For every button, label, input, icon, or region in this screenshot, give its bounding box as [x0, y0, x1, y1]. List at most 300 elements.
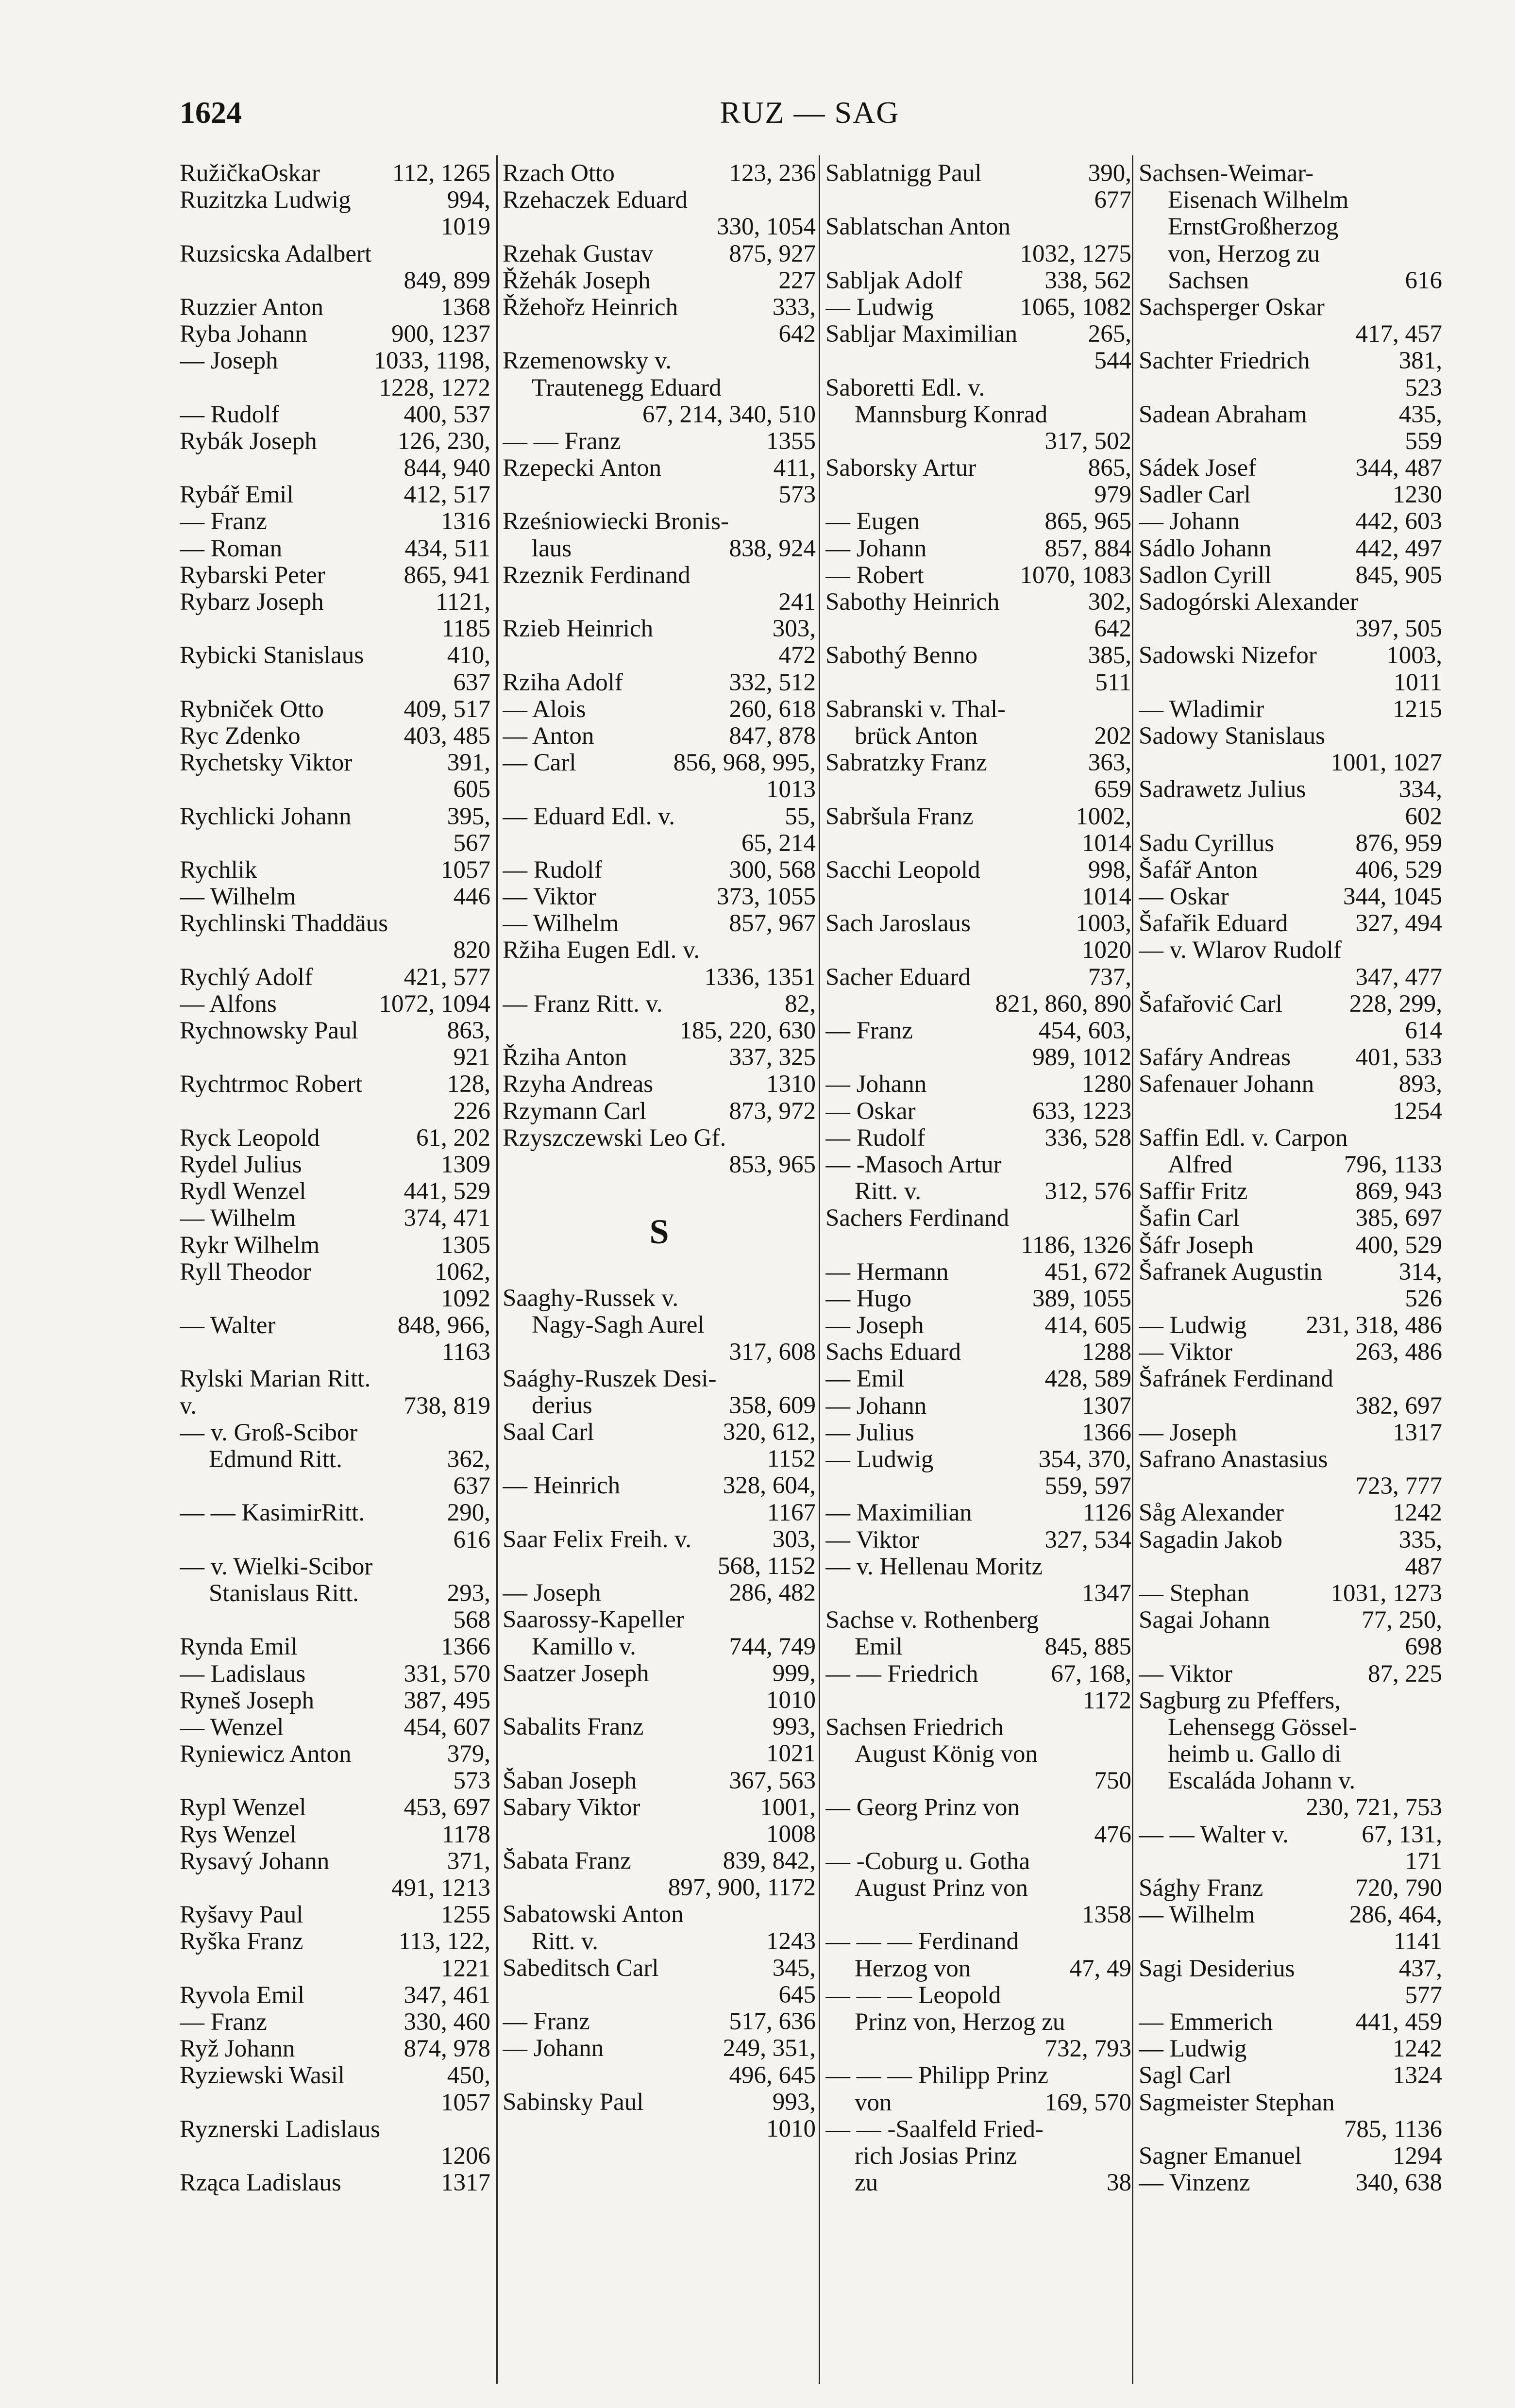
- entry-page-refs: [486, 1554, 490, 1580]
- index-entry: [503, 1874, 816, 1901]
- entry-page-refs: 1230: [1393, 481, 1442, 509]
- entry-page-refs: [1127, 1741, 1131, 1768]
- index-entry: [825, 1152, 1131, 1178]
- entry-page-refs: 1057: [441, 2089, 490, 2116]
- entry-page-refs: 1316: [441, 508, 490, 535]
- index-entry: [180, 1018, 490, 1044]
- index-entry: [1139, 1580, 1442, 1607]
- entry-page-refs: 1366: [441, 1633, 490, 1661]
- entry-page-refs: [1437, 1125, 1442, 1152]
- entry-name: Sabljar Maximilian: [825, 321, 1018, 348]
- entry-name: Rychetsky Viktor: [180, 750, 353, 777]
- index-entry: [1139, 1286, 1442, 1312]
- index-entry: [1139, 1956, 1442, 1982]
- entry-page-refs: 1020: [1082, 936, 1131, 964]
- index-entry: [503, 1794, 816, 1821]
- index-entry: [1139, 482, 1442, 508]
- entry-page-refs: 1305: [441, 1231, 490, 1259]
- entry-name: Rzepecki Anton: [503, 455, 662, 482]
- entry-name: Sagmeister Stephan: [1139, 2089, 1335, 2116]
- entry-name: Saar Felix Freih. v.: [503, 1526, 692, 1553]
- index-entry: [503, 2116, 816, 2142]
- index-entry: [180, 1366, 490, 1392]
- entry-page-refs: 303,: [772, 1525, 816, 1553]
- entry-name: Ritt. v.: [855, 1178, 921, 1205]
- index-entry: [1139, 1205, 1442, 1232]
- index-entry: [1139, 1232, 1442, 1259]
- entry-page-refs: 511: [1095, 669, 1131, 696]
- index-entry: [1139, 1982, 1442, 2009]
- entry-name: Sagadin Jakob: [1139, 1526, 1283, 1554]
- entry-name: — — Franz: [503, 428, 621, 455]
- index-entry: [503, 937, 816, 964]
- entry-page-refs: 1013: [766, 776, 816, 803]
- index-entry: [825, 1500, 1131, 1526]
- entry-page-refs: 869, 943: [1355, 1178, 1442, 1205]
- entry-page-refs: 845, 885: [1044, 1633, 1131, 1661]
- index-entry: [825, 2116, 1131, 2143]
- index-entry: [180, 964, 490, 991]
- index-entry: [825, 1312, 1131, 1339]
- entry-page-refs: 1221: [441, 1955, 490, 1982]
- entry-page-refs: 327, 534: [1044, 1526, 1131, 1554]
- entry-name: Sabinsky Paul: [503, 2089, 644, 2116]
- entry-name: August Prinz von: [855, 1875, 1028, 1902]
- entry-name: — Franz: [503, 2008, 590, 2036]
- entry-page-refs: 1317: [1393, 1419, 1442, 1446]
- index-entry: [1139, 455, 1442, 482]
- entry-page-refs: 605: [453, 776, 490, 803]
- entry-page-refs: [486, 1366, 490, 1392]
- entry-page-refs: [811, 187, 816, 214]
- index-entry: [1139, 589, 1442, 616]
- entry-name: Rydl Wenzel: [180, 1178, 306, 1205]
- index-entry: [1139, 1554, 1442, 1580]
- entry-name: Šabata Franz: [503, 1848, 631, 1875]
- entry-page-refs: 602: [1405, 803, 1442, 830]
- entry-page-refs: 723, 777: [1355, 1472, 1442, 1500]
- entry-page-refs: 169, 570: [1044, 2089, 1131, 2116]
- index-entry: [503, 1982, 816, 2008]
- index-entry: [825, 1902, 1131, 1928]
- entry-page-refs: 897, 900, 1172: [668, 1874, 816, 1902]
- entry-page-refs: [811, 937, 816, 964]
- entry-page-refs: 559: [1405, 427, 1442, 455]
- index-entry: [825, 1848, 1131, 1875]
- entry-page-refs: 400, 529: [1355, 1231, 1442, 1259]
- entry-name: Mannsburg Konrad: [855, 401, 1048, 428]
- entry-page-refs: 338, 562: [1044, 267, 1131, 294]
- entry-name: Sabratzky Franz: [825, 750, 987, 777]
- entry-page-refs: 363,: [1088, 749, 1131, 777]
- entry-page-refs: 82,: [785, 990, 816, 1018]
- entry-page-refs: 1228, 1272: [379, 374, 490, 401]
- index-entry: [1139, 1366, 1442, 1392]
- entry-page-refs: 385,: [1088, 642, 1131, 669]
- index-entry: [503, 1018, 816, 1044]
- entry-page-refs: 544: [1094, 347, 1131, 375]
- entry-name: Sághy Franz: [1139, 1875, 1263, 1902]
- entry-name: Rybák Joseph: [180, 428, 317, 455]
- entry-name: Rzieb Heinrich: [503, 616, 654, 643]
- entry-name: Řžehák Joseph: [503, 267, 651, 294]
- entry-name: — Johann: [825, 535, 927, 562]
- entry-page-refs: 241: [778, 588, 816, 616]
- entry-name: Prinz von, Herzog zu: [855, 2008, 1065, 2036]
- column-3: [825, 160, 1131, 2374]
- index-entry: [180, 991, 490, 1018]
- entry-page-refs: [1127, 1982, 1131, 2009]
- index-entry: [1139, 991, 1442, 1018]
- entry-name: Rypl Wenzel: [180, 1794, 306, 1822]
- entry-name: heimb u. Gallo di: [1168, 1741, 1341, 1768]
- entry-page-refs: [811, 1366, 816, 1392]
- entry-page-refs: 374, 471: [404, 1204, 490, 1232]
- entry-page-refs: 403, 485: [404, 722, 490, 750]
- index-entry: [503, 2062, 816, 2089]
- index-entry: [825, 2009, 1131, 2036]
- entry-name: derius: [532, 1392, 592, 1419]
- index-entry: [180, 1768, 490, 1794]
- index-entry: [180, 1741, 490, 1768]
- entry-name: Sachse v. Rothenberg: [825, 1607, 1039, 1634]
- entry-name: brück Anton: [855, 722, 978, 750]
- entry-page-refs: 442, 603: [1355, 508, 1442, 535]
- index-entry: [503, 1928, 816, 1955]
- entry-name: Sadogórski Alexander: [1139, 589, 1358, 616]
- entry-page-refs: 1324: [1393, 2062, 1442, 2090]
- entry-page-refs: 1010: [766, 2115, 816, 2142]
- entry-name: — Oskar: [1139, 884, 1229, 911]
- entry-page-refs: 1003,: [1386, 642, 1442, 669]
- entry-name: Ryniewicz Anton: [180, 1741, 352, 1768]
- index-entry: [1139, 1848, 1442, 1875]
- entry-page-refs: 677: [1094, 186, 1131, 214]
- entry-page-refs: [1127, 2062, 1131, 2089]
- entry-page-refs: 67, 168,: [1051, 1660, 1131, 1688]
- index-entry: [503, 428, 816, 455]
- index-entry: [503, 1848, 816, 1874]
- index-entry: [503, 1419, 816, 1446]
- index-entry: [825, 1822, 1131, 1848]
- index-entry: [180, 776, 490, 803]
- entry-page-refs: 979: [1094, 481, 1131, 509]
- entry-name: Sabranski v. Thal-: [825, 696, 1006, 723]
- entry-name: — Stephan: [1139, 1580, 1250, 1607]
- entry-name: Ryšavy Paul: [180, 1902, 303, 1929]
- index-entry: [180, 268, 490, 294]
- index-entry: [1139, 1259, 1442, 1286]
- entry-name: — Hugo: [825, 1285, 912, 1312]
- index-entry: [503, 2089, 816, 2116]
- index-entry: [503, 455, 816, 482]
- index-entry: [1139, 776, 1442, 803]
- entry-page-refs: 390,: [1088, 160, 1131, 187]
- index-entry: [1139, 669, 1442, 696]
- entry-name: Sablatschan Anton: [825, 214, 1011, 241]
- entry-page-refs: 616: [1405, 267, 1442, 294]
- entry-page-refs: 1307: [1082, 1392, 1131, 1420]
- entry-page-refs: 290,: [447, 1499, 490, 1527]
- index-entry: [1139, 160, 1442, 187]
- entry-page-refs: 1021: [766, 1740, 816, 1768]
- index-entry: [180, 1178, 490, 1205]
- entry-page-refs: 1002,: [1076, 803, 1131, 830]
- entry-name: — Johann: [1139, 508, 1240, 535]
- entry-page-refs: 87, 225: [1368, 1660, 1442, 1688]
- entry-page-refs: 65, 214: [741, 829, 816, 857]
- index-entry: [1139, 1312, 1442, 1339]
- index-entry: [825, 1259, 1131, 1286]
- entry-page-refs: 371,: [447, 1847, 490, 1875]
- entry-page-refs: 401, 533: [1355, 1044, 1442, 1071]
- entry-page-refs: 637: [453, 1472, 490, 1500]
- entry-name: — — Friedrich: [825, 1660, 978, 1688]
- index-entry: [180, 508, 490, 535]
- index-entry: [825, 241, 1131, 268]
- entry-page-refs: 302,: [1088, 588, 1131, 616]
- entry-name: — Viktor: [1139, 1660, 1232, 1688]
- index-entry: [503, 375, 816, 401]
- entry-page-refs: 1011: [1393, 669, 1442, 696]
- index-entry: [825, 562, 1131, 589]
- entry-page-refs: 171: [1405, 1847, 1442, 1875]
- entry-page-refs: 921: [453, 1044, 490, 1071]
- entry-page-refs: [1127, 214, 1131, 240]
- entry-name: Rzach Otto: [503, 160, 615, 187]
- index-entry: [180, 1902, 490, 1928]
- index-entry: [503, 1740, 816, 1767]
- entry-page-refs: 796, 1133: [1344, 1151, 1442, 1178]
- entry-name: Šaban Joseph: [503, 1767, 637, 1794]
- entry-page-refs: 320, 612,: [723, 1419, 816, 1446]
- index-entry: [1139, 375, 1442, 401]
- index-entry: [503, 321, 816, 348]
- entry-page-refs: 993,: [772, 2088, 816, 2116]
- index-entry: [825, 1366, 1131, 1392]
- entry-page-refs: 1254: [1393, 1097, 1442, 1125]
- entry-name: — Oskar: [825, 1098, 916, 1125]
- entry-page-refs: 517, 636: [729, 2008, 816, 2036]
- entry-page-refs: 400, 537: [404, 401, 490, 428]
- entry-page-refs: 1031, 1273: [1330, 1579, 1442, 1607]
- entry-name: — v. Wielki-Scibor: [180, 1553, 373, 1580]
- entry-page-refs: 567: [453, 829, 490, 857]
- entry-name: Sachsen: [1168, 267, 1249, 294]
- entry-name: Rzyha Andreas: [503, 1071, 654, 1098]
- entry-page-refs: 637: [453, 669, 490, 696]
- entry-page-refs: 61, 202: [416, 1124, 490, 1152]
- entry-page-refs: 853, 965: [729, 1151, 816, 1178]
- entry-name: — Alfons: [180, 990, 277, 1018]
- entry-page-refs: 839, 842,: [723, 1847, 816, 1875]
- index-entry: [180, 1098, 490, 1125]
- entry-page-refs: 856, 968, 995,: [673, 749, 816, 777]
- index-entry: [1139, 937, 1442, 964]
- index-entry: [180, 2143, 490, 2170]
- index-entry: [1139, 884, 1442, 910]
- entry-page-refs: 633, 1223: [1032, 1097, 1131, 1125]
- entry-page-refs: [811, 1312, 816, 1338]
- index-entry: [180, 2062, 490, 2089]
- entry-name: Ryziewski Wasil: [180, 2062, 345, 2090]
- entry-page-refs: 387, 495: [404, 1687, 490, 1714]
- entry-page-refs: 1057: [441, 856, 490, 884]
- entry-page-refs: 989, 1012: [1032, 1044, 1131, 1071]
- entry-page-refs: 785, 1136: [1344, 2115, 1442, 2143]
- entry-page-refs: 411,: [773, 454, 816, 482]
- index-entry: [503, 910, 816, 937]
- index-entry: [503, 1472, 816, 1499]
- entry-page-refs: 381,: [1398, 347, 1442, 375]
- entry-name: — Ludwig: [1139, 2036, 1247, 2063]
- index-entry: [825, 991, 1131, 1018]
- index-entry: [1139, 1473, 1442, 1500]
- entry-name: Sach Jaroslaus: [825, 910, 971, 937]
- entry-name: Rzyszczewski Leo Gf.: [503, 1124, 726, 1152]
- index-entry: [180, 2090, 490, 2116]
- entry-page-refs: 875, 927: [729, 240, 816, 268]
- index-entry: [1139, 535, 1442, 562]
- index-entry: [503, 1553, 816, 1580]
- entry-page-refs: 1014: [1082, 829, 1131, 857]
- entry-page-refs: [1437, 187, 1442, 214]
- entries-area: [180, 160, 1442, 2374]
- entry-name: Ruzitzka Ludwig: [180, 187, 351, 214]
- index-entry: [503, 669, 816, 696]
- entry-name: rich Josias Prinz: [855, 2142, 1017, 2170]
- entry-name: Šafařik Eduard: [1139, 910, 1288, 937]
- entry-name: Saffir Fritz: [1139, 1178, 1248, 1205]
- index-entry: [503, 482, 816, 508]
- index-entry: [1139, 348, 1442, 374]
- index-entry: [1139, 2090, 1442, 2116]
- entry-name: — Wladimir: [1139, 696, 1264, 723]
- entry-page-refs: 434, 511: [404, 535, 490, 562]
- index-entry: [825, 2036, 1131, 2062]
- entry-name: — Joseph: [825, 1312, 924, 1339]
- entry-page-refs: 876, 959: [1355, 829, 1442, 857]
- index-entry: [1139, 187, 1442, 214]
- entry-page-refs: 395,: [447, 803, 490, 830]
- entry-name: von: [855, 2089, 892, 2116]
- index-entry: [1139, 1071, 1442, 1098]
- entry-page-refs: 303,: [772, 615, 816, 643]
- entry-name: Safáry Andreas: [1139, 1044, 1291, 1071]
- entry-page-refs: [1437, 937, 1442, 964]
- entry-page-refs: [1437, 1446, 1442, 1473]
- index-entry: [1139, 1018, 1442, 1044]
- index-entry: [1139, 1098, 1442, 1125]
- index-entry: [1139, 1741, 1442, 1768]
- index-entry: [825, 160, 1131, 187]
- index-entry: [503, 857, 816, 884]
- entry-name: — Anton: [503, 722, 594, 750]
- index-entry: [503, 1044, 816, 1071]
- entry-page-refs: 1368: [441, 293, 490, 321]
- index-entry: [1139, 1634, 1442, 1660]
- index-entry: [503, 1312, 816, 1338]
- entry-page-refs: 331, 570: [404, 1660, 490, 1688]
- index-entry: [825, 1473, 1131, 1500]
- index-entry: [825, 937, 1131, 964]
- index-entry: [503, 750, 816, 776]
- entry-name: Rziha Adolf: [503, 669, 623, 696]
- index-entry: [503, 214, 816, 240]
- entry-page-refs: 1358: [1082, 1901, 1131, 1929]
- index-entry: [503, 1660, 816, 1687]
- index-entry: [503, 1580, 816, 1606]
- entry-page-refs: 1019: [441, 213, 490, 241]
- index-entry: [503, 642, 816, 669]
- entry-name: Sachers Ferdinand: [825, 1205, 1010, 1232]
- entry-name: Ryznerski Ladislaus: [180, 2116, 380, 2143]
- index-entry: [1139, 562, 1442, 589]
- entry-name: — Julius: [825, 1419, 914, 1446]
- entry-page-refs: 327, 494: [1355, 910, 1442, 937]
- entry-name: Lehensegg Gössel-: [1168, 1714, 1357, 1741]
- index-entry: [180, 1044, 490, 1071]
- entry-page-refs: 1294: [1393, 2142, 1442, 2170]
- entry-name: — — -Saalfeld Fried-: [825, 2116, 1044, 2143]
- entry-name: Rychlinski Thaddäus: [180, 910, 388, 937]
- entry-name: Sadowski Nizefor: [1139, 642, 1317, 669]
- index-entry: [503, 1339, 816, 1366]
- index-entry: [1139, 2009, 1442, 2036]
- entry-page-refs: 1242: [1393, 2035, 1442, 2063]
- index-entry: [180, 214, 490, 240]
- index-entry: [503, 991, 816, 1018]
- entry-page-refs: 1141: [1393, 1928, 1442, 1956]
- entry-page-refs: 568, 1152: [717, 1553, 816, 1580]
- entry-name: — Hermann: [825, 1258, 949, 1286]
- entry-page-refs: 857, 884: [1044, 535, 1131, 562]
- entry-page-refs: 738, 819: [404, 1392, 490, 1420]
- index-entry: [503, 2035, 816, 2062]
- entry-page-refs: [1127, 1152, 1131, 1178]
- entry-name: Herzog von: [855, 1955, 971, 1982]
- index-entry: [1139, 214, 1442, 240]
- entry-page-refs: 441, 459: [1355, 2008, 1442, 2036]
- entry-page-refs: [1437, 1741, 1442, 1768]
- index-entry: [825, 455, 1131, 482]
- section-letter-heading: S: [649, 1212, 669, 1251]
- entry-name: Sadlon Cyrill: [1139, 562, 1272, 589]
- entry-page-refs: [811, 1606, 816, 1633]
- entry-name: von, Herzog zu: [1168, 240, 1320, 268]
- index-entry: [1139, 1178, 1442, 1205]
- entry-name: — Wilhelm: [180, 884, 296, 911]
- entry-page-refs: [486, 241, 490, 268]
- entry-name: — Wenzel: [180, 1714, 284, 1741]
- entry-page-refs: 1121,: [436, 588, 490, 616]
- index-entry: [180, 1312, 490, 1339]
- entry-name: Rybicki Stanislaus: [180, 642, 364, 669]
- entry-page-refs: 328, 604,: [723, 1472, 816, 1500]
- entry-name: Sabljak Adolf: [825, 267, 962, 294]
- entry-name: Ryc Zdenko: [180, 722, 301, 750]
- entry-page-refs: 1355: [766, 427, 816, 455]
- entry-page-refs: [1127, 375, 1131, 401]
- index-entry: [503, 964, 816, 991]
- index-entry: [180, 1500, 490, 1526]
- entry-page-refs: 1126: [1082, 1499, 1131, 1527]
- entry-name: — Franz: [825, 1018, 913, 1044]
- entry-page-refs: 446: [453, 883, 490, 911]
- index-entry: [1139, 401, 1442, 428]
- index-entry: [1139, 910, 1442, 937]
- index-entry: [180, 803, 490, 830]
